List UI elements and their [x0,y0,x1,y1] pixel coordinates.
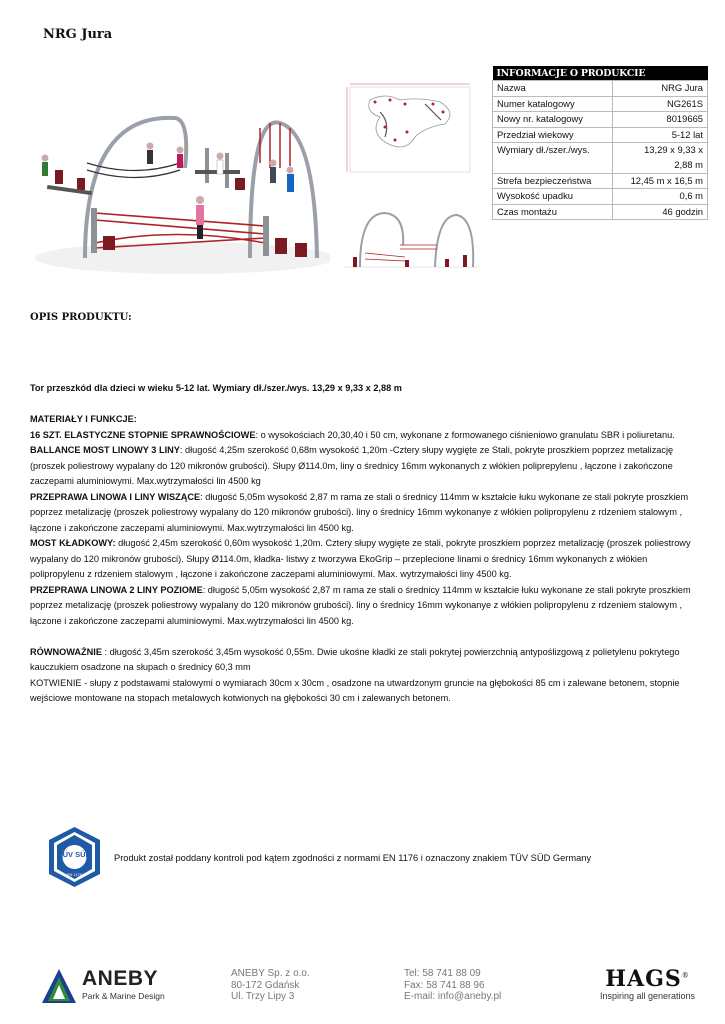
row-value: NRG Jura [613,81,708,97]
row-label: Numer katalogowy [493,96,613,112]
product-plan-view [345,82,475,177]
row-label: Nazwa [493,81,613,97]
product-render-main [25,108,330,278]
svg-text:EN 1176: EN 1176 [66,872,83,877]
aneby-logo: ANEBY Park & Marine Design [40,967,170,1007]
row-value: 5-12 lat [613,127,708,143]
hags-logo: HAGS® Inspiring all generations [600,966,696,1001]
materials-heading: MATERIAŁY I FUNKCJE: [30,414,137,424]
product-description [30,381,702,707]
product-side-view [345,205,480,275]
table-row [493,96,708,112]
row-value: 46 godzin [613,204,708,220]
table-row [493,127,708,143]
row-value: NG261S [613,96,708,112]
paragraph: BALLANCE MOST LINOWY 3 LINY: długość 4,25m szerokość 0,68m wysokość 1,20m -Cztery słupy wygięte ze Stali, pokryte proszkiem poprzez metalizację (proszek poliestrowy wypalany do 120 mikronów grubości). Słupy Ø114.0m, liny o średnicy 16mm wykonanych z włókien poliprepylenu , łączone i zakończone zaczepami aluminiowymi. Max.wytrzymałości lin 4500 kg [30,445,674,486]
paragraph: KOTWIENIE - słupy z podstawami stalowymi o wymiarach 30cm x 30cm , osadzone na utwardzonym gruncie na głębokości 85 cm i zalewane betonem, stopnie wejściowe montowane na stopach metalowych kotwionych na głębokości 30 cm i zalewanych betonem. [30,677,680,703]
info-table-header: INFORMACJE O PRODUKCIE [493,66,708,81]
company-address: ANEBY Sp. z o.o. 80-172 Gdańsk Ul. Trzy Lipy 3 [231,968,310,1002]
table-row [493,112,708,128]
row-value: 8019665 [613,112,708,128]
table-row [493,204,708,220]
row-label: Strefa bezpieczeństwa [493,173,613,189]
table-row [493,81,708,97]
certification-text: Produkt został poddany kontroli pod kątem zgodności z normami EN 1176 i oznaczony znakiem TÜV SÜD Germany [114,853,592,863]
row-label: Przedział wiekowy [493,127,613,143]
product-info-table [492,66,708,220]
table-row [493,143,708,173]
paragraph: PRZEPRAWA LINOWA 2 LINY POZIOME: długość 5,05m wysokość 2,87 m rama ze stali o średnicy 114mm w kształcie łuku wykonane ze stali pokryte proszkiem poprzez metalizację (proszek poliestrowy wypalany do 120 mikronów grubości). liny o średnicy 16mm wykonanye z włókien polipropylenu z rdzeniem stalowym , łączone i zakończone zaczepami aluminiowymi. Max.wytrzymałości lin 4500 kg. [30,584,691,626]
company-contact: Tel: 58 741 88 09 Fax: 58 741 88 96 E-mail: info@aneby.pl [404,968,502,1002]
paragraph: 16 SZT. ELASTYCZNE STOPNIE SPRAWNOŚCIOWE: o wysokościach 20,30,40 i 50 cm, wykonane z formowanego ciśnieniowo granulatu SBR i poliuretanu. [30,429,675,440]
row-value: 13,29 x 9,33 x 2,88 m [613,143,708,173]
row-label: Nowy nr. katalogowy [493,112,613,128]
intro-text: Tor przeszkód dla dzieci w wieku 5-12 lat. Wymiary dł./szer./wys. 13,29 x 9,33 x 2,88 m [30,383,402,393]
section-heading: OPIS PRODUKTU: [30,312,132,323]
svg-text:TÜV SÜD: TÜV SÜD [58,850,91,859]
row-value: 12,45 m x 16,5 m [613,173,708,189]
paragraph: PRZEPRAWA LINOWA I LINY WISZĄCE: długość 5,05m wysokość 2,87 m rama ze stali o średnicy 114mm w kształcie łuku wykonane ze stali pokryte proszkiem poprzez metalizację (proszek poliestrowy wypalany do 120 mikronów grubości). liny o średnicy 16mm wykonanye z włókien polipropylenu z rdzeniem stalowym , łączone i zakończone zaczepami aluminiowymi. Max.wytrzymałości lin 4500 kg. [30,491,689,533]
row-label: Wymiary dł./szer./wys. [493,143,613,173]
table-row [493,189,708,205]
table-row [493,173,708,189]
row-label: Czas montażu [493,204,613,220]
tuv-sud-badge-icon [47,826,102,888]
aneby-logo-icon [40,967,78,1005]
page-title: NRG Jura [43,27,113,42]
paragraph: RÓWNOWAŻNIE : długość 3,45m szerokość 3,45m wysokość 0,55m. Dwie ukośne kładki ze stali pokrytej powierzchnią antypoślizgową z polietylenu pokrytego kauczukiem osadzone na słupach o średnicy 60,3 mm [30,646,680,672]
row-label: Wysokość upadku [493,189,613,205]
paragraph: MOST KŁADKOWY: długość 2,45m szerokość 0,60m wysokość 1,20m. Cztery słupy wygięte ze stali, pokryte proszkiem poprzez metalizację (proszek poliestrowy wypalany do 120 mikronów grubości). Słupy Ø114.0m, kładka- listwy z tworzywa EkoGrip – przeplecione linami o średnicy 16mm wykonanych z włókien polipropylenu z rdzeniem stalowym , łączone i zakończone zaczepami aluminiowymi. Max. wytrzymałości liny 4500 kg. [30,538,691,579]
row-value: 0,6 m [613,189,708,205]
